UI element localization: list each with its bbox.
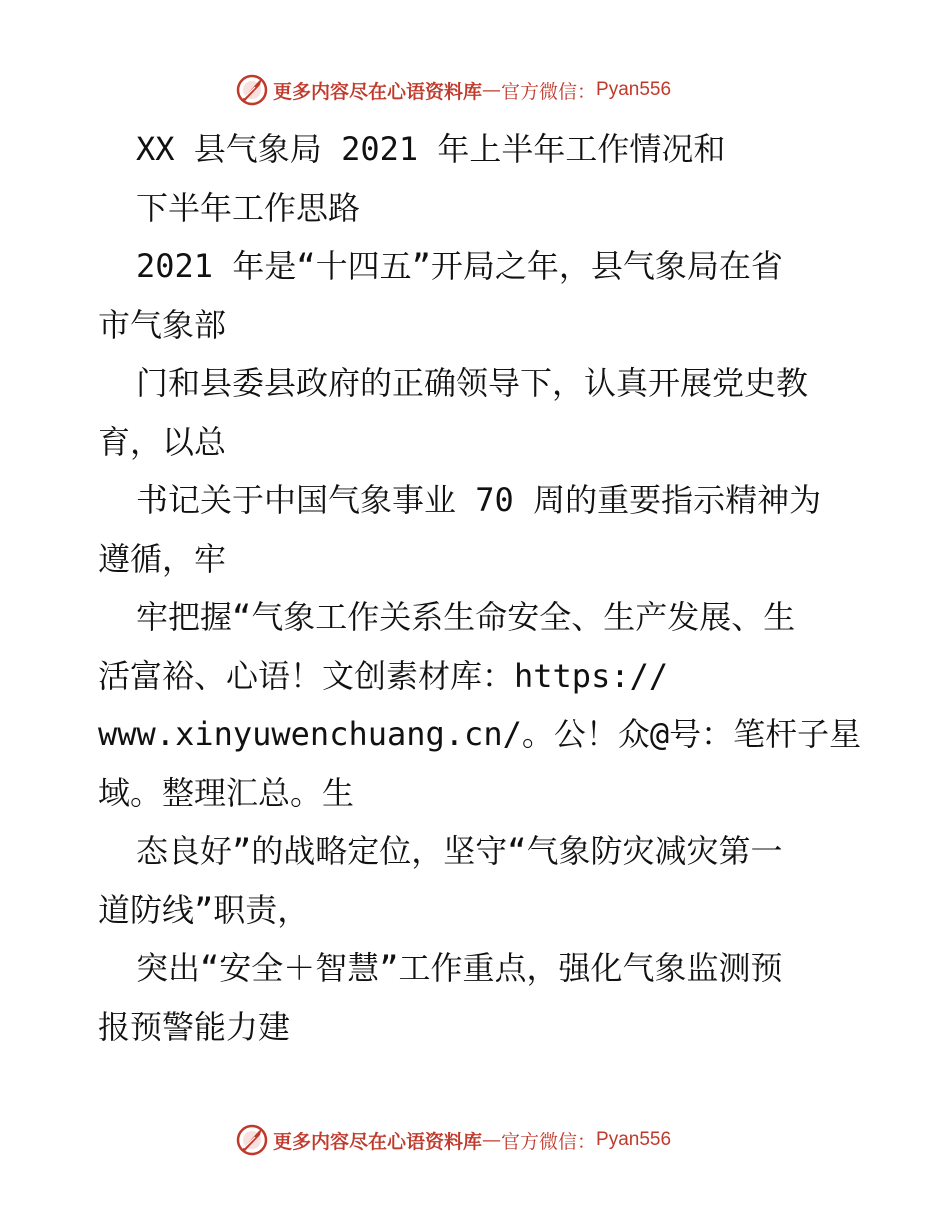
document-title-line-1: XX 县气象局 2021 年上半年工作情况和: [136, 130, 726, 168]
document-body: [98, 120, 862, 1056]
header-watermark: [235, 72, 671, 108]
paragraph-line: 突出“安全＋智慧”工作重点，强化气象监测预: [136, 949, 783, 987]
paragraph-line: 态良好”的战略定位，坚守“气象防灾减灾第一: [136, 832, 783, 870]
paragraph-line: 牢把握“气象工作关系生命安全、生产发展、生: [136, 598, 796, 636]
paragraph-line: 书记关于中国气象事业 70 周的重要指示精神为: [136, 481, 822, 519]
paragraph-line: 2021 年是“十四五”开局之年，县气象局在省: [136, 247, 783, 285]
paragraph-line: 遵循，牢: [98, 539, 227, 578]
paragraph-line: 域。整理汇总。生: [98, 773, 355, 812]
watermark-wechat-label: 官方微信：: [501, 80, 597, 103]
document-title-line-2: 下半年工作思路: [136, 188, 361, 227]
watermark-separator: —: [482, 1129, 502, 1151]
paragraph-line: 活富裕、心语！文创素材库：https://: [98, 656, 669, 695]
watermark-wechat-label: 官方微信：: [501, 1130, 597, 1153]
watermark-wechat-id: Pyan556: [596, 1129, 672, 1150]
paragraph-line: 门和县委县政府的正确领导下，认真开展党史教: [136, 364, 809, 402]
watermark-text: 更多内容尽在心语资料库: [273, 1130, 483, 1153]
paragraph-line: 道防线”职责，: [98, 890, 310, 929]
quill-seal-icon: [235, 1123, 269, 1157]
paragraph-line: 育，以总: [98, 422, 227, 461]
paragraph-line: 报预警能力建: [98, 1007, 291, 1046]
watermark-wechat-id: Pyan556: [596, 79, 672, 100]
paragraph-line: www.xinyuwenchuang.cn/。公！众@号：笔杆子星: [98, 715, 862, 753]
footer-watermark: [235, 1122, 671, 1158]
watermark-text: 更多内容尽在心语资料库: [273, 80, 483, 103]
paragraph-line: 市气象部: [98, 305, 227, 344]
quill-seal-icon: [235, 73, 269, 107]
watermark-separator: —: [482, 79, 502, 101]
